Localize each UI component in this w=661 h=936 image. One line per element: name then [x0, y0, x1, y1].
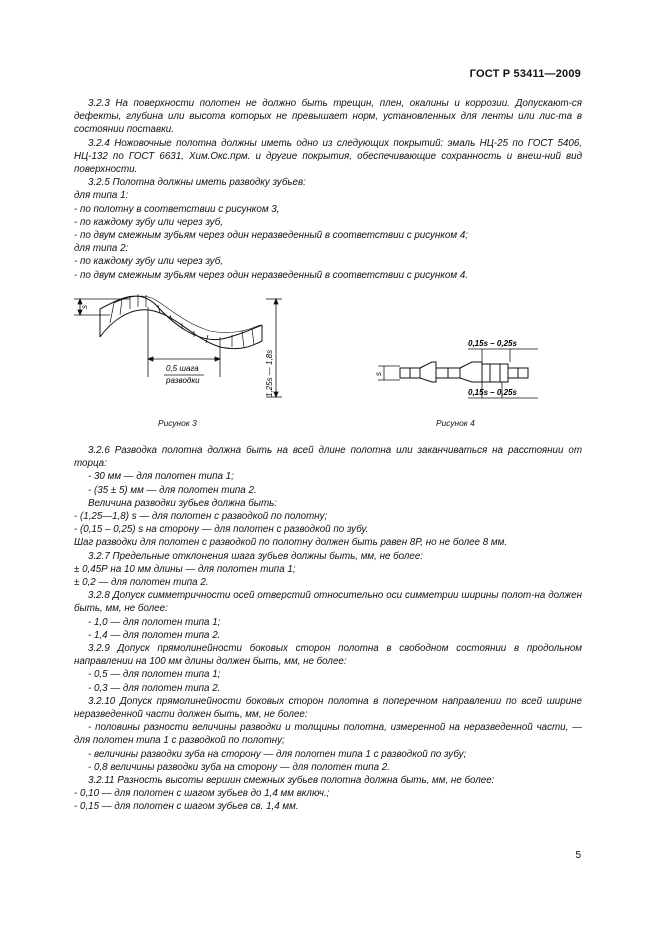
page-number: 5	[575, 850, 581, 861]
paragraph: - 1,4 — для полотен типа 2.	[88, 629, 221, 641]
figure-3-set-along-blade	[70, 285, 290, 405]
paragraph: 3.2.10 Допуск прямолинейности боковых сторон полотна в поперечном направлении по всей ширине неразведенной части должен быть, мм, не более:	[74, 695, 582, 721]
paragraph: 3.2.9 Допуск прямолинейности боковых сторон полотна в свободном состоянии в продольном направлении на 100 мм длины должен быть, мм, не более:	[74, 643, 582, 668]
paragraph: 3.2.11 Разность высоты вершин смежных зубьев полотна должна быть, мм, не более:	[88, 775, 495, 787]
paragraph: для типа 1:	[74, 190, 129, 202]
paragraph: - по полотну в соответствии с рисунком 3,	[74, 203, 280, 215]
paragraph: - по двум смежным зубьям через один неразведенный в соответствии с рисунком 4.	[74, 269, 468, 281]
standard-header: ГОСТ Р 53411—2009	[469, 68, 581, 80]
paragraph: для типа 2:	[74, 243, 129, 255]
paragraph: - 0,15 — для полотен с шагом зубьев св. 1,4 мм.	[74, 801, 299, 813]
figure4-label-s: s	[374, 372, 383, 376]
figure3-wavy-blade	[100, 296, 262, 349]
figure4-label-top: 0,15s – 0,25s	[468, 339, 517, 348]
paragraph: ± 0,2 — для полотен типа 2.	[74, 577, 209, 589]
paragraph: - величины разводки зуба на сторону — для полотен типа 1 с разводкой по зубу;	[88, 748, 467, 760]
figure-3-caption: Рисунок 3	[158, 418, 197, 428]
paragraph: ± 0,45Р на 10 мм длины — для полотен типа 1;	[74, 563, 296, 575]
figure4-teeth-profile	[400, 362, 528, 382]
figure3-label-pitch-2: разводки	[166, 376, 200, 385]
figure3-label-s: s	[80, 305, 89, 309]
figure-4-caption: Рисунок 4	[436, 418, 475, 428]
paragraph: - по двум смежным зубьям через один неразведенный в соответствии с рисунком 4;	[74, 230, 468, 242]
paragraph: - по каждому зубу или через зуб,	[74, 216, 224, 228]
figure3-label-height: 1,25s — 1,8s	[265, 349, 274, 397]
paragraph: - (1,25—1,8) s — для полотен с разводкой по полотну;	[74, 511, 328, 523]
paragraph: - 0,3 — для полотен типа 2.	[88, 682, 221, 694]
paragraph: 3.2.3 На поверхности полотен не должно быть трещин, плен, окалины и коррозии. Допускают-ся дефекты, глубина или высота которых не превышает норм, установленных для ленты или лис-та в состоянии поставки.	[74, 98, 582, 136]
paragraph: - 1,0 — для полотен типа 1;	[88, 616, 221, 628]
paragraph: - 0,10 — для полотен с шагом зубьев до 1,4 мм включ.;	[74, 788, 330, 800]
figure3-teeth	[110, 294, 254, 347]
paragraph: 3.2.4 Ножовочные полотна должны иметь одно из следующих покрытий: эмаль НЦ-25 по ГОСТ 5406, НЦ-132 по ГОСТ 6631, Хим.Окс.прм. и другие покрытия, обеспечивающие сохранность и внеш-ний вид поверхности.	[74, 137, 582, 176]
paragraph: Величина разводки зубьев должна быть:	[88, 497, 278, 509]
paragraph: - 30 мм — для полотен типа 1;	[88, 471, 234, 483]
paragraph: - по каждому зубу или через зуб,	[74, 256, 224, 268]
paragraph: - (35 ± 5) мм — для полотен типа 2.	[88, 484, 257, 496]
paragraph: 3.2.5 Полотна должны иметь разводку зубьев:	[88, 177, 306, 189]
paragraph: 3.2.6 Разводка полотна должна быть на всей длине полотна или заканчиваться на расстоянии от торца:	[74, 445, 582, 470]
figure-4-set-two-teeth	[370, 332, 570, 412]
paragraph: - 0,8 величины разводки зуба на сторону — для полотен типа 2.	[88, 761, 390, 773]
paragraph: 3.2.8 Допуск симметричности осей отверстий относительно оси симметрии ширины полот-на должен быть, мм, не более:	[74, 590, 582, 615]
clauses-3-2-3-to-3-2-5	[74, 97, 582, 282]
figure4-dimension-top	[468, 349, 538, 362]
paragraph: Шаг разводки для полотен с разводкой по полотну должен быть равен 8Р, но не более 8 мм.	[74, 537, 508, 549]
paragraph: - (0,15 – 0,25) s на сторону — для полотен с разводкой по зубу.	[74, 524, 369, 536]
paragraph: 3.2.7 Предельные отклонения шага зубьев должны быть, мм, не более:	[88, 550, 424, 562]
paragraph: - 0,5 — для полотен типа 1;	[88, 669, 221, 681]
figure3-label-pitch-1: 0,5 шага	[166, 364, 199, 373]
paragraph: - половины разности величины разводки и толщины полотна, измеренной на неразведенной части, — для полотен типа 1 с разводкой по полотну;	[74, 722, 582, 747]
figure4-label-bottom: 0,15s – 0,25s	[468, 388, 517, 397]
clauses-3-2-6-to-3-2-11	[74, 444, 582, 814]
